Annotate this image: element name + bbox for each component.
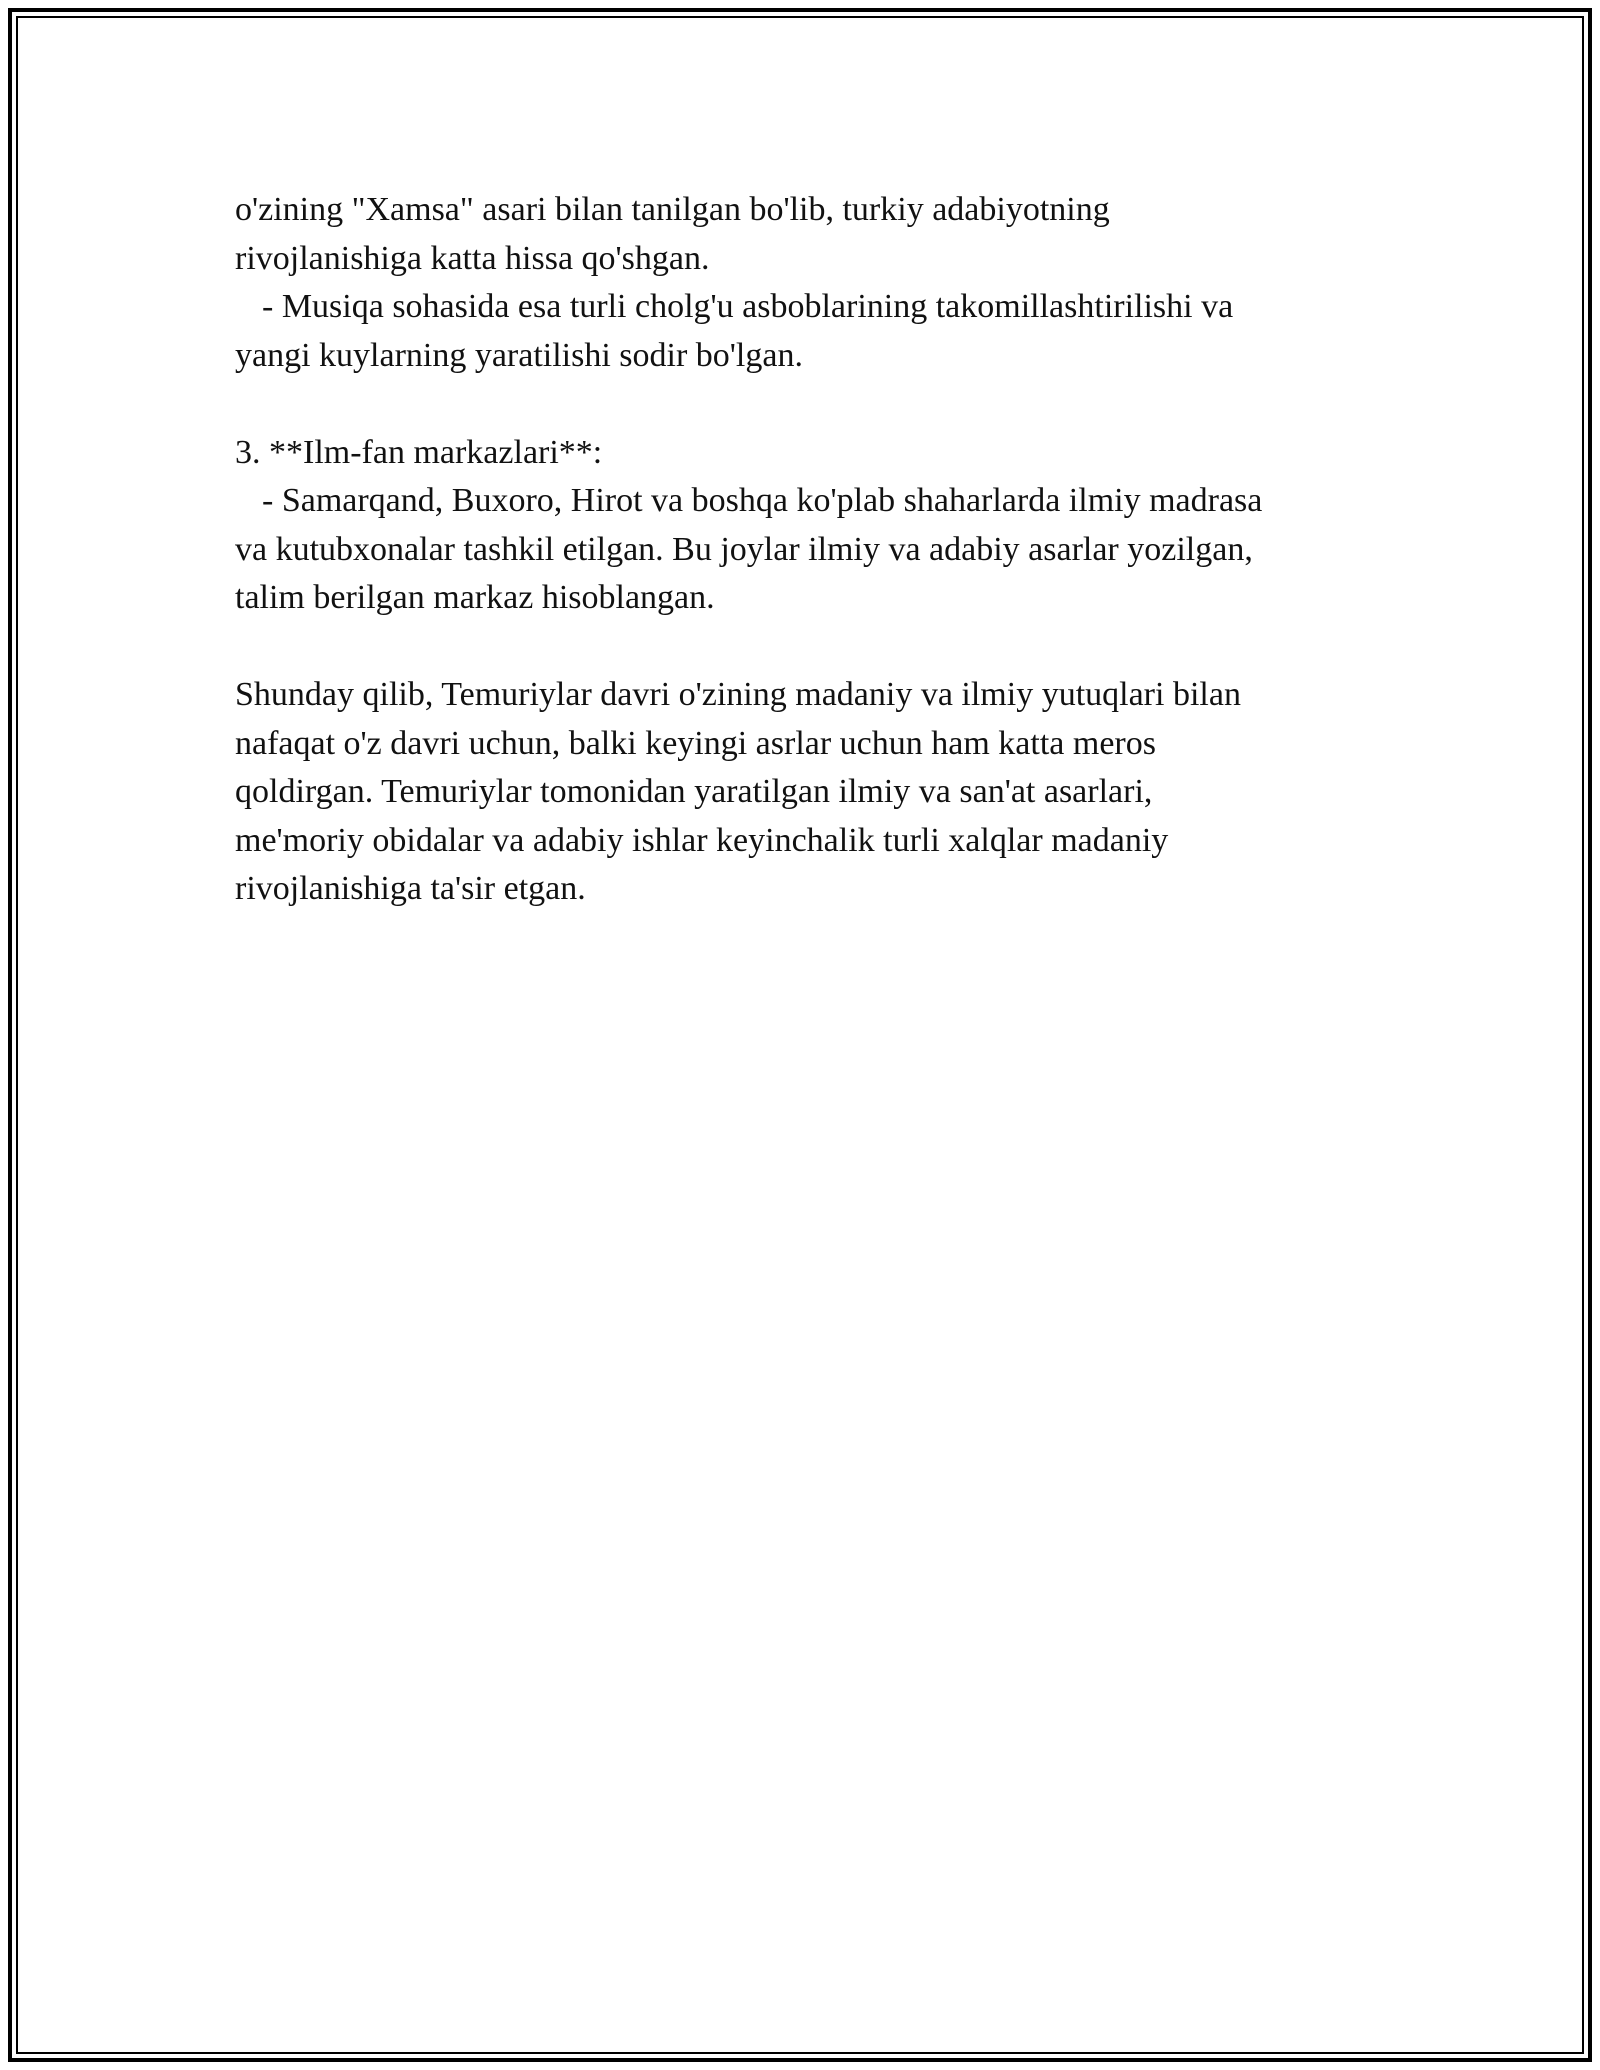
text-line: rivojlanishiga ta'sir etgan. [235, 870, 586, 907]
text-line: Shunday qilib, Temuriylar davri o'zining madaniy va ilmiy yutuqlari bilan [235, 676, 1241, 713]
text-line: nafaqat o'z davri uchun, balki keyingi asrlar uchun ham katta meros [235, 724, 1156, 762]
text-line: va kutubxonalar tashkil etilgan. Bu joylar ilmiy va adabiy asarlar yozilgan, [235, 530, 1253, 568]
bullet-line: - Musiqa sohasida esa turli cholg'u asboblarining takomillashtirilishi va [262, 288, 1234, 325]
text-line: yangi kuylarning yaratilishi sodir bo'lgan. [235, 336, 803, 374]
blank-line [235, 380, 1385, 429]
blank-line [235, 623, 1385, 672]
section-heading: 3. **Ilm-fan markazlari**: [235, 433, 603, 471]
document-body [235, 186, 1385, 914]
text-line: rivojlanishiga katta hissa qo'shgan. [235, 239, 710, 277]
bullet-line: - Samarqand, Buxoro, Hirot va boshqa ko'plab shaharlarda ilmiy madrasa [262, 482, 1263, 519]
text-line: talim berilgan markaz hisoblangan. [235, 579, 715, 616]
text-line: me'moriy obidalar va adabiy ishlar keyinchalik turli xalqlar madaniy [235, 821, 1169, 859]
text-line: qoldirgan. Temuriylar tomonidan yaratilgan ilmiy va san'at asarlari, [235, 773, 1153, 810]
text-line: o'zining "Xamsa" asari bilan tanilgan bo'lib, turkiy adabiyotning [235, 191, 1110, 228]
